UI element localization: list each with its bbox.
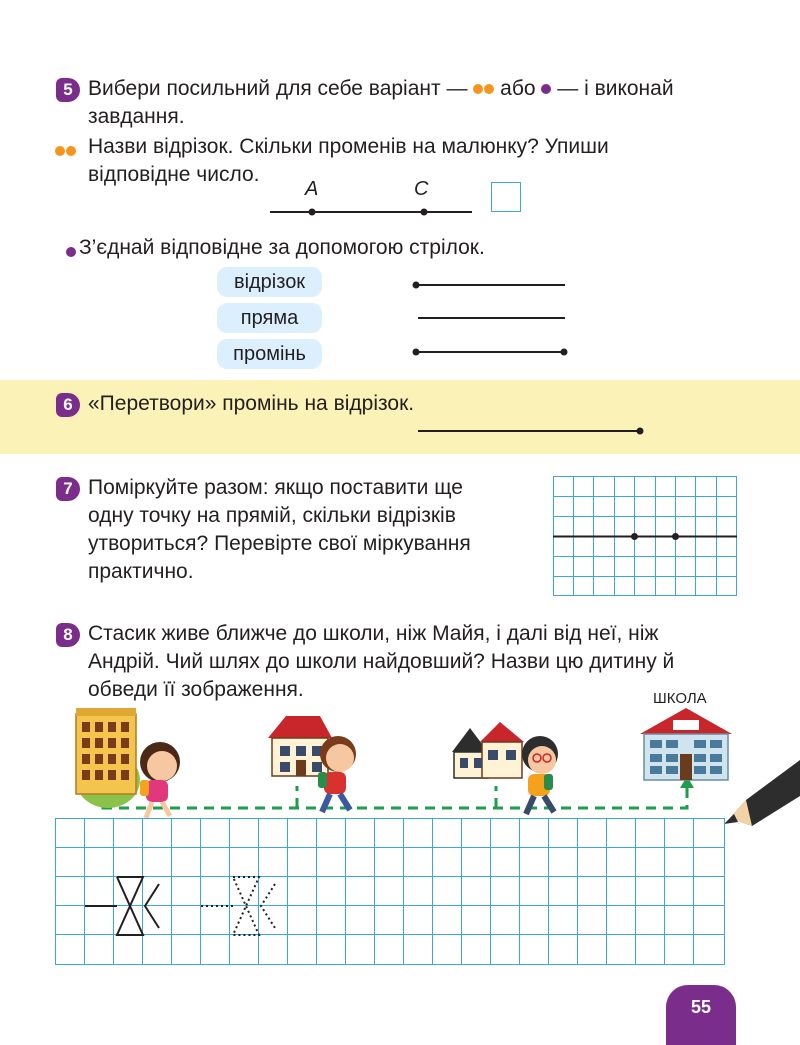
task-7-line4: практично. (88, 560, 194, 583)
task-5-intro-a: Вибери посильний для себе варіант — (88, 77, 468, 100)
variant-easy-marker-icon (473, 77, 494, 100)
variant-hard-text: З’єднай відповідне за допомогою стрілок. (79, 236, 485, 259)
point-a-label: A (305, 178, 319, 200)
task-8-line3: обведи її зображення. (88, 678, 304, 701)
pencil-icon (724, 760, 800, 826)
variant-easy-icon (55, 142, 76, 160)
task-5-number: 5 (56, 78, 80, 102)
task-5-intro-b: — і виконай (557, 77, 674, 100)
task-6-ray[interactable] (414, 424, 648, 438)
task-5-intro (88, 75, 748, 103)
task-7-number: 7 (56, 477, 80, 501)
segment-ac-figure (268, 204, 474, 220)
task-5-intro-continued: завдання. (88, 105, 185, 128)
school-icon (640, 708, 732, 780)
boy-with-glasses-icon[interactable] (522, 736, 558, 814)
figure-ray (410, 278, 570, 292)
task-8-line1: Стасик живе ближче до школи, ніж Майя, і далі від неї, ніж (88, 622, 659, 645)
task-7-grid[interactable] (553, 476, 737, 596)
figure-segment (410, 345, 570, 359)
answer-box[interactable] (491, 182, 521, 212)
route-illustration (40, 700, 800, 830)
task-6-number: 6 (56, 393, 80, 417)
apartment-building-icon (76, 708, 140, 808)
variant-easy-text-line1: Назви відрізок. Скільки променів на малюнку? Упиши (88, 135, 609, 158)
task-5-intro-or: або (500, 77, 536, 100)
variant-hard-marker-icon (541, 84, 551, 94)
task-7-line3: утвориться? Перевірте свої міркування (88, 532, 471, 555)
term-line[interactable]: пряма (217, 303, 322, 333)
variant-easy-text-line2: відповідне число. (88, 163, 260, 186)
school-label: ШКОЛА (653, 690, 707, 707)
variant-hard-icon (66, 243, 76, 261)
task-8-line2: Андрій. Чий шлях до школи найдовший? Назви цю дитину й (88, 650, 675, 673)
task-7-line1: Поміркуйте разом: якщо поставити ще (88, 476, 463, 499)
task-6-text: «Перетвори» промінь на відрізок. (88, 392, 415, 415)
task-8-number: 8 (56, 623, 80, 647)
writing-practice-grid[interactable] (55, 818, 725, 966)
boy-icon[interactable] (318, 736, 356, 812)
term-ray[interactable]: промінь (217, 339, 322, 369)
task-7-line2: одну точку на прямій, скільки відрізків (88, 504, 456, 527)
houses-icon (452, 722, 524, 778)
point-c-label: C (414, 178, 429, 200)
term-segment[interactable]: відрізок (217, 267, 322, 297)
figure-line (410, 311, 570, 325)
page-number: 55 (666, 985, 736, 1045)
